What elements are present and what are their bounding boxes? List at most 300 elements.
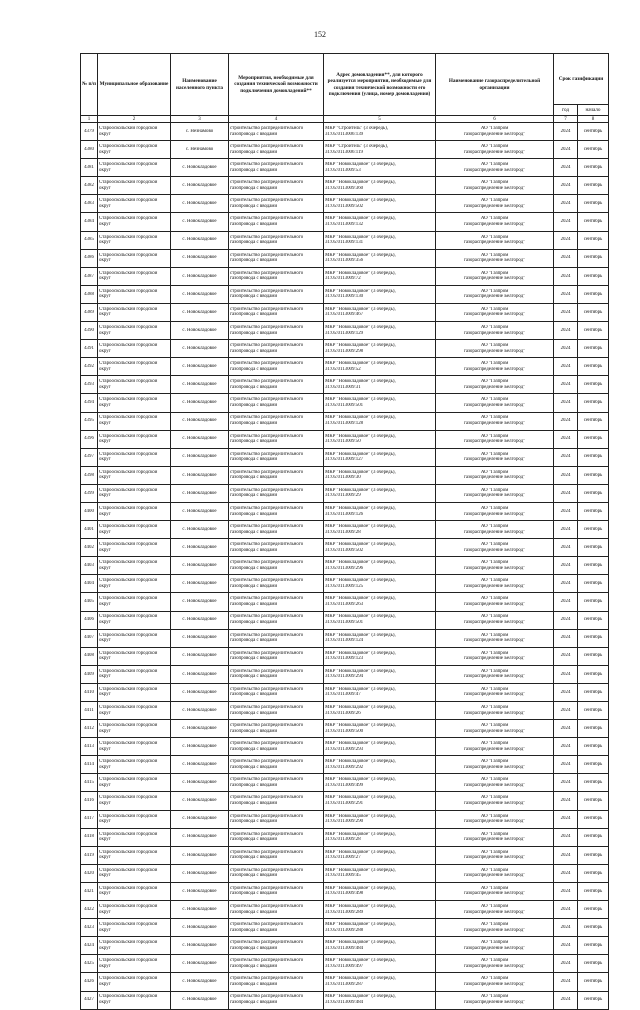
- row-address: [324, 448, 436, 466]
- row-settlement: [171, 720, 229, 738]
- cell-name: с. Новокладовое: [182, 780, 217, 786]
- cell-o2: газораспределение Белгород": [463, 565, 526, 571]
- row-year: [554, 195, 578, 213]
- cell-y: 2024: [560, 599, 571, 605]
- cell-o2: газораспределение Белгород": [463, 981, 526, 987]
- row-month: [578, 955, 609, 973]
- row-municipality: [98, 376, 171, 394]
- row-month: [578, 195, 609, 213]
- row-settlement: [171, 864, 229, 882]
- row-number: [81, 955, 98, 973]
- table-row: [81, 774, 609, 792]
- cell-a2: 31:05:0113009:356: [325, 258, 364, 264]
- row-organization: [436, 937, 554, 955]
- row-event: [229, 448, 324, 466]
- cell-e1: строительство распределительного: [230, 831, 304, 837]
- cell-m2: округ: [99, 656, 111, 662]
- cell-name: с. Новокладовое: [182, 345, 217, 351]
- row-event: [229, 376, 324, 394]
- row-year: [554, 720, 578, 738]
- row-settlement: [171, 882, 229, 900]
- row-year: [554, 774, 578, 792]
- cell-name: с. Новокладовое: [182, 309, 217, 315]
- cell-name: с. Новокладовое: [182, 707, 217, 713]
- row-address: [324, 756, 436, 774]
- cell-mo: сентябрь: [583, 237, 603, 243]
- row-number: [81, 593, 98, 611]
- row-month: [578, 303, 609, 321]
- row-year: [554, 937, 578, 955]
- cell-name: с. Новокладовое: [182, 924, 217, 930]
- cell-m1: Старооскольский городской: [99, 144, 158, 150]
- cell-m2: округ: [99, 330, 111, 336]
- row-municipality: [98, 159, 171, 177]
- cell-n: 4398: [84, 472, 94, 478]
- cell-y: 2024: [560, 508, 571, 514]
- row-event: [229, 774, 324, 792]
- cell-a2: 31:05:0113009:293: [325, 746, 364, 752]
- cell-a1: МКР "Новокладовое" (3 очередь),: [325, 596, 396, 602]
- cell-o1: АО "Газпром: [480, 831, 509, 837]
- cell-e1: строительство распределительного: [230, 759, 304, 765]
- row-number: [81, 376, 98, 394]
- cell-e2: газопровода с вводами: [230, 981, 278, 987]
- row-settlement: [171, 611, 229, 629]
- row-address: [324, 358, 436, 376]
- cell-a2: 31:05:0113009:289: [325, 909, 364, 915]
- cell-name: с. Новокладовое: [182, 581, 217, 587]
- cell-name: с. Новокладовое: [182, 526, 217, 532]
- cell-y: 2024: [560, 816, 571, 822]
- row-month: [578, 430, 609, 448]
- row-address: [324, 611, 436, 629]
- row-number: [81, 340, 98, 358]
- row-number: [81, 792, 98, 810]
- cell-e2: газопровода с вводами: [230, 276, 278, 282]
- cell-e2: газопровода с вводами: [230, 330, 278, 336]
- row-municipality: [98, 430, 171, 448]
- row-address: [324, 177, 436, 195]
- row-address: [324, 864, 436, 882]
- cell-o1: АО "Газпром: [480, 542, 509, 548]
- cell-n: 4400: [84, 508, 94, 514]
- row-month: [578, 213, 609, 231]
- row-number: [81, 123, 98, 141]
- row-municipality: [98, 249, 171, 267]
- row-number: [81, 141, 98, 159]
- row-organization: [436, 919, 554, 937]
- row-event: [229, 195, 324, 213]
- cell-e1: строительство распределительного: [230, 162, 304, 168]
- cell-name: с. Новокладовое: [182, 689, 217, 695]
- cell-mo: сентябрь: [583, 563, 603, 568]
- row-number: [81, 611, 98, 629]
- cell-o1: АО "Газпром: [480, 524, 509, 530]
- row-municipality: [98, 285, 171, 303]
- cell-name: с. Новокладовое: [182, 725, 217, 731]
- cell-m2: округ: [99, 366, 111, 372]
- cell-e2: газопровода с вводами: [230, 891, 278, 897]
- cell-a1: МКР "Новокладовое" (3 очередь),: [325, 922, 396, 928]
- row-number: [81, 720, 98, 738]
- cell-a1: МКР "Новокладовое" (3 очередь),: [325, 885, 396, 891]
- cell-m2: округ: [99, 312, 111, 318]
- table-row: [81, 593, 609, 611]
- cell-n: 4419: [84, 852, 94, 858]
- cell-n: 4415: [84, 780, 94, 786]
- cell-m2: округ: [99, 276, 111, 282]
- cell-a2: 31:05:0113009:29: [325, 493, 361, 499]
- row-month: [578, 901, 609, 919]
- cell-mo: сентябрь: [583, 870, 603, 876]
- cell-name: с. Новокладовое: [182, 961, 217, 967]
- cell-o1: АО "Газпром: [480, 324, 509, 330]
- cell-name: с. Новокладовое: [182, 653, 217, 659]
- row-settlement: [171, 901, 229, 919]
- cell-m2: округ: [99, 294, 111, 300]
- cell-name: с. Новокладовое: [182, 816, 217, 822]
- row-event: [229, 340, 324, 358]
- row-event: [229, 466, 324, 484]
- cell-mo: сентябрь: [583, 164, 603, 170]
- row-organization: [436, 448, 554, 466]
- cell-e1: строительство распределительного: [230, 306, 304, 312]
- cell-y: 2024: [560, 128, 571, 134]
- cell-a1: МКР "Новокладовое" (3 очередь),: [325, 903, 396, 909]
- column-number: 6: [436, 116, 554, 123]
- row-event: [229, 249, 324, 267]
- cell-y: 2024: [560, 961, 571, 967]
- cell-o2: газораспределение Белгород": [463, 620, 526, 626]
- cell-o2: газораспределение Белгород": [463, 222, 526, 228]
- cell-name: с. Новокладовое: [182, 635, 217, 641]
- row-event: [229, 521, 324, 539]
- cell-a1: МКР "Новокладовое" (3 очередь),: [325, 686, 396, 692]
- row-organization: [436, 665, 554, 683]
- row-settlement: [171, 629, 229, 647]
- row-settlement: [171, 430, 229, 448]
- table-row: [81, 683, 609, 701]
- row-organization: [436, 864, 554, 882]
- row-municipality: [98, 665, 171, 683]
- row-event: [229, 991, 324, 1009]
- cell-m1: Старооскольский городской: [99, 415, 158, 421]
- row-event: [229, 629, 324, 647]
- cell-o2: газораспределение Белгород": [463, 782, 526, 788]
- row-organization: [436, 575, 554, 593]
- cell-e2: газопровода с вводами: [230, 674, 278, 680]
- row-event: [229, 846, 324, 864]
- cell-y: 2024: [560, 707, 571, 713]
- cell-o2: газораспределение Белгород": [463, 294, 526, 300]
- row-year: [554, 991, 578, 1009]
- row-event: [229, 557, 324, 575]
- cell-a2: 31:05:0113009:50: [325, 439, 361, 445]
- table-row: [81, 882, 609, 900]
- cell-o2: газораспределение Белгород": [463, 402, 526, 408]
- row-year: [554, 901, 578, 919]
- cell-name: с. Новокладовое: [182, 888, 217, 894]
- row-year: [554, 448, 578, 466]
- row-year: [554, 683, 578, 701]
- page-number: 152: [314, 30, 326, 39]
- cell-n: 4379: [84, 128, 94, 134]
- row-settlement: [171, 756, 229, 774]
- row-event: [229, 358, 324, 376]
- row-municipality: [98, 702, 171, 720]
- cell-e1: строительство распределительного: [230, 560, 304, 566]
- row-address: [324, 973, 436, 991]
- cell-n: 4387: [84, 273, 94, 279]
- cell-e1: строительство распределительного: [230, 487, 304, 493]
- cell-a1: МКР "Новокладовое" (3 очередь),: [325, 940, 396, 946]
- row-number: [81, 466, 98, 484]
- row-month: [578, 611, 609, 629]
- cell-n: 4408: [84, 653, 94, 659]
- cell-e2: газопровода с вводами: [230, 909, 278, 915]
- row-settlement: [171, 412, 229, 430]
- cell-o2: газораспределение Белгород": [463, 276, 526, 282]
- row-year: [554, 539, 578, 557]
- cell-a1: МКР "Новокладовое" (3 очередь),: [325, 270, 396, 276]
- cell-m2: округ: [99, 457, 111, 463]
- cell-m2: округ: [99, 203, 111, 209]
- row-municipality: [98, 611, 171, 629]
- row-municipality: [98, 322, 171, 340]
- cell-o2: газораспределение Белгород": [463, 891, 526, 897]
- cell-o2: газораспределение Белгород": [463, 710, 526, 716]
- row-organization: [436, 683, 554, 701]
- row-month: [578, 593, 609, 611]
- row-year: [554, 412, 578, 430]
- table-row: [81, 448, 609, 466]
- row-settlement: [171, 792, 229, 810]
- row-municipality: [98, 919, 171, 937]
- table-row: [81, 557, 609, 575]
- cell-a2: 31:05:0113009:502: [325, 203, 364, 209]
- cell-mo: сентябрь: [583, 997, 603, 1003]
- cell-a2: 31:05:0113009:52: [325, 366, 361, 372]
- cell-a1: МКР "Новокладовое" (3 очередь),: [325, 198, 396, 204]
- row-settlement: [171, 303, 229, 321]
- row-municipality: [98, 738, 171, 756]
- cell-m1: Старооскольский городской: [99, 252, 158, 258]
- row-number: [81, 756, 98, 774]
- row-settlement: [171, 484, 229, 502]
- cell-n: 4395: [84, 418, 94, 424]
- row-municipality: [98, 792, 171, 810]
- row-municipality: [98, 973, 171, 991]
- row-address: [324, 774, 436, 792]
- row-address: [324, 557, 436, 575]
- row-settlement: [171, 919, 229, 937]
- cell-a1: МКР "Новокладовое" (3 очередь),: [325, 668, 396, 674]
- cell-e1: строительство распределительного: [230, 324, 304, 330]
- row-municipality: [98, 340, 171, 358]
- cell-n: 4394: [84, 400, 94, 406]
- row-year: [554, 665, 578, 683]
- cell-y: 2024: [560, 237, 571, 243]
- cell-a2: 31:05:0113009:27: [325, 855, 361, 861]
- cell-m1: Старооскольский городской: [99, 125, 158, 131]
- cell-m2: округ: [99, 620, 111, 626]
- row-address: [324, 340, 436, 358]
- cell-n: 4383: [84, 201, 94, 207]
- cell-e2: газопровода с вводами: [230, 149, 278, 155]
- cell-a1: МКР "Новокладовое" (3 очередь),: [325, 741, 396, 747]
- cell-o1: АО "Газпром: [480, 578, 509, 584]
- cell-a2: 31:05:0113009:263: [325, 601, 364, 607]
- row-organization: [436, 358, 554, 376]
- row-organization: [436, 285, 554, 303]
- row-event: [229, 702, 324, 720]
- table-row: [81, 575, 609, 593]
- cell-e2: газопровода с вводами: [230, 601, 278, 607]
- row-address: [324, 159, 436, 177]
- row-year: [554, 376, 578, 394]
- row-year: [554, 285, 578, 303]
- cell-e2: газопровода с вводами: [230, 258, 278, 264]
- column-numbers-row: [81, 116, 609, 123]
- cell-mo: сентябрь: [583, 617, 603, 623]
- cell-n: 4389: [84, 309, 94, 315]
- row-month: [578, 973, 609, 991]
- row-month: [578, 683, 609, 701]
- cell-a2: 31:05:0113009:130: [325, 294, 364, 300]
- cell-o1: АО "Газпром: [480, 252, 509, 258]
- cell-a2: 31:05:0113006:139: [325, 131, 364, 137]
- cell-a2: 31:05:0113009:502: [325, 547, 364, 553]
- cell-m2: округ: [99, 981, 111, 987]
- row-event: [229, 539, 324, 557]
- cell-a2: 31:05:0113009:294: [325, 674, 364, 680]
- cell-a2: 31:05:0113009:287: [325, 981, 364, 987]
- cell-m1: Старооскольский городской: [99, 976, 158, 982]
- row-settlement: [171, 955, 229, 973]
- row-number: [81, 991, 98, 1009]
- row-organization: [436, 484, 554, 502]
- table-row: [81, 973, 609, 991]
- cell-o1: АО "Газпром: [480, 288, 509, 294]
- cell-a1: МКР "Новокладовое" (3 очередь),: [325, 723, 396, 729]
- cell-name: с. Новокладовое: [182, 183, 217, 189]
- cell-a2: 31:05:0113009:498: [325, 891, 364, 897]
- row-municipality: [98, 466, 171, 484]
- cell-a2: 31:05:0113009:499: [325, 782, 364, 788]
- cell-o2: газораспределение Белгород": [463, 258, 526, 264]
- row-year: [554, 231, 578, 249]
- row-number: [81, 213, 98, 231]
- table-row: [81, 123, 609, 141]
- cell-a1: МКР "Новокладовое" (3 очередь),: [325, 505, 396, 511]
- row-organization: [436, 412, 554, 430]
- cell-m1: Старооскольский городской: [99, 596, 158, 602]
- cell-e1: строительство распределительного: [230, 704, 304, 710]
- cell-n: 4416: [84, 798, 94, 804]
- row-organization: [436, 466, 554, 484]
- cell-y: 2024: [560, 201, 571, 207]
- cell-mo: сентябрь: [583, 128, 603, 134]
- table-row: [81, 611, 609, 629]
- row-event: [229, 738, 324, 756]
- table-row: [81, 846, 609, 864]
- cell-o2: газораспределение Белгород": [463, 131, 526, 137]
- row-month: [578, 340, 609, 358]
- row-year: [554, 322, 578, 340]
- column-number: 5: [324, 116, 436, 123]
- row-year: [554, 828, 578, 846]
- cell-e2: газопровода с вводами: [230, 185, 278, 191]
- cell-e1: строительство распределительного: [230, 234, 304, 240]
- row-organization: [436, 756, 554, 774]
- row-number: [81, 322, 98, 340]
- table-row: [81, 358, 609, 376]
- cell-e1: строительство распределительного: [230, 433, 304, 439]
- cell-mo: сентябрь: [583, 671, 603, 677]
- row-municipality: [98, 810, 171, 828]
- cell-m1: Старооскольский городской: [99, 940, 158, 946]
- cell-a1: МКР "Новокладовое" (3 очередь),: [325, 180, 396, 186]
- cell-o1: АО "Газпром: [480, 650, 509, 656]
- row-year: [554, 267, 578, 285]
- table-row: [81, 177, 609, 195]
- row-address: [324, 141, 436, 159]
- cell-a2: 31:05:0113009:291: [325, 801, 364, 807]
- row-organization: [436, 611, 554, 629]
- cell-m2: округ: [99, 565, 111, 571]
- cell-a1: МКР "Новокладовое" (3 очередь),: [325, 704, 396, 710]
- cell-n: 4382: [84, 183, 94, 189]
- row-settlement: [171, 231, 229, 249]
- cell-e2: газопровода с вводами: [230, 439, 278, 445]
- row-number: [81, 919, 98, 937]
- row-number: [81, 665, 98, 683]
- cell-o1: АО "Газпром: [480, 632, 509, 638]
- table-row: [81, 647, 609, 665]
- cell-mo: сентябрь: [583, 544, 603, 550]
- row-organization: [436, 502, 554, 520]
- cell-m1: Старооскольский городской: [99, 560, 158, 566]
- row-address: [324, 376, 436, 394]
- cell-o1: АО "Газпром: [480, 487, 509, 493]
- cell-o2: газораспределение Белгород": [463, 945, 526, 951]
- header-organization: Наименование газораспределительной организации: [436, 54, 554, 116]
- row-municipality: [98, 358, 171, 376]
- cell-mo: сентябрь: [583, 219, 603, 225]
- cell-e1: строительство распределительного: [230, 614, 304, 620]
- row-settlement: [171, 665, 229, 683]
- cell-n: 4426: [84, 979, 94, 985]
- cell-n: 4392: [84, 363, 94, 369]
- cell-a1: МКР "Новокладовое" (3 очередь),: [325, 795, 396, 801]
- row-organization: [436, 430, 554, 448]
- row-address: [324, 466, 436, 484]
- cell-m2: округ: [99, 185, 111, 191]
- table-row: [81, 991, 609, 1009]
- row-month: [578, 792, 609, 810]
- row-settlement: [171, 285, 229, 303]
- cell-y: 2024: [560, 563, 571, 568]
- cell-m2: округ: [99, 764, 111, 770]
- row-municipality: [98, 267, 171, 285]
- row-settlement: [171, 991, 229, 1009]
- cell-o1: АО "Газпром: [480, 397, 509, 403]
- column-number: 4: [229, 116, 324, 123]
- cell-o2: газораспределение Белгород": [463, 366, 526, 372]
- row-settlement: [171, 937, 229, 955]
- cell-o1: АО "Газпром: [480, 614, 509, 620]
- cell-y: 2024: [560, 888, 571, 894]
